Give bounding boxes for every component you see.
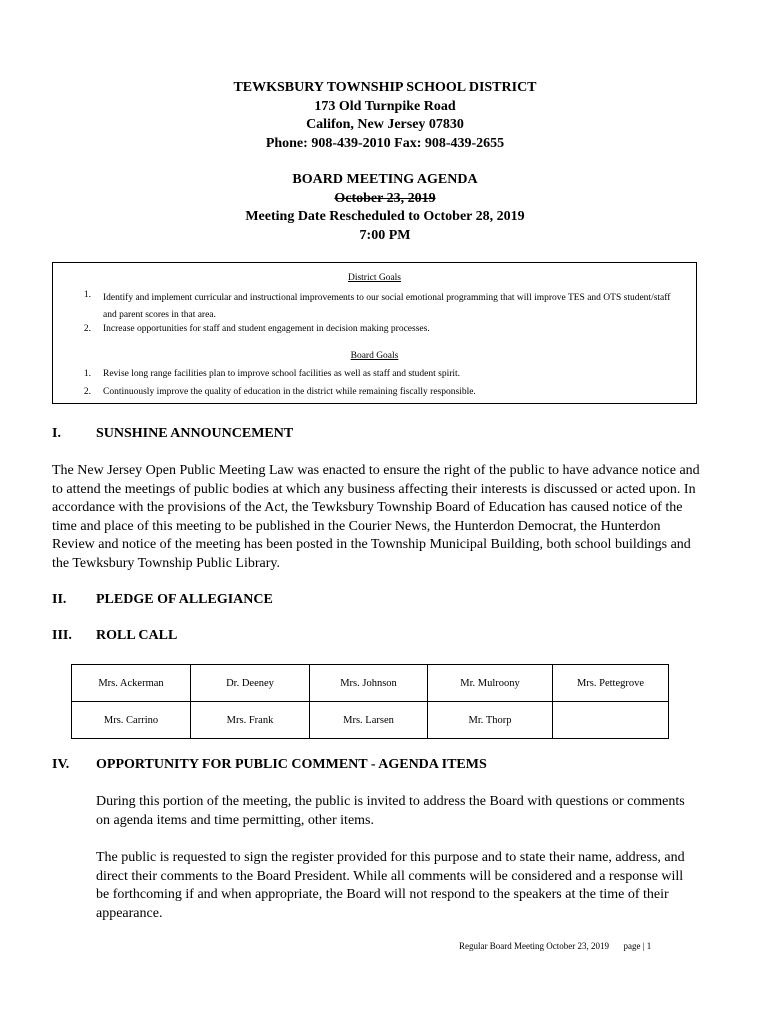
goals-box <box>52 262 697 404</box>
roll-call-table <box>71 664 669 739</box>
roll-cell: Mr. Mulroony <box>428 665 553 702</box>
original-date: October 23, 2019 <box>334 190 436 206</box>
roll-cell: Mrs. Carrino <box>72 702 191 739</box>
district-address: 173 Old Turnpike Road <box>314 98 456 114</box>
section-title: SUNSHINE ANNOUNCEMENT <box>96 426 294 441</box>
public-comment-paragraph-2: The public is requested to sign the register provided for this purpose and to state their name, address, and direct their comments to the Board President. While all comments will be considered and a response will be forthcoming if and when appropriate, the Board will not respond to the speakers at the time of their appearance. <box>96 850 685 921</box>
header-spacer <box>0 153 770 171</box>
section-title: OPPORTUNITY FOR PUBLIC COMMENT - AGENDA ITEMS <box>96 757 487 772</box>
section-title: ROLL CALL <box>96 628 178 643</box>
goal-number: 1. <box>83 369 91 379</box>
goal-number: 1. <box>83 290 91 300</box>
section-number: IV. <box>52 757 70 772</box>
goal-text: Identify and implement curricular and instructional improvements to our social emotional programming that will improve TES and OTS student/staff and parent scores in that area. <box>103 293 671 320</box>
roll-cell: Mrs. Frank <box>191 702 310 739</box>
district-goals-title: District Goals <box>347 273 402 283</box>
section-number: II. <box>52 592 67 607</box>
roll-cell: Mr. Thorp <box>428 702 553 739</box>
goal-number: 2. <box>83 387 91 397</box>
goal-text: Continuously improve the quality of education in the district while remaining fiscally responsible. <box>103 387 476 397</box>
district-city: Califon, New Jersey 07830 <box>306 117 464 132</box>
sunshine-paragraph: The New Jersey Open Public Meeting Law was enacted to ensure the right of the public to have advance notice and to attend the meetings of public bodies at which any business affecting their interests is discussed or acted upon. In accordance with the provisions of the Act, the Tewksbury Township Board of Education has caused notice of the time and place of this meeting to be published in the Courier News, the Hunterdon Democrat, the Hunterdon Review and notice of the meeting has been posted in the Township Municipal Building, both school buildings and the Tewksbury Township Public Library. <box>52 463 700 571</box>
goal-text: Increase opportunities for staff and student engagement in decision making processes. <box>103 324 430 334</box>
roll-cell <box>553 702 669 739</box>
footer-label: Regular Board Meeting October 23, 2019 <box>459 941 609 951</box>
page-number: page | 1 <box>623 941 652 951</box>
roll-cell: Mrs. Pettegrove <box>553 665 669 702</box>
district-phone: Phone: 908-439-2010 Fax: 908-439-2655 <box>265 135 505 151</box>
section-number: I. <box>52 426 61 441</box>
page-footer <box>459 941 651 951</box>
table-row <box>72 665 669 702</box>
rescheduled-date: Meeting Date Rescheduled to October 28, 2019 <box>245 209 525 224</box>
roll-cell: Mrs. Larsen <box>310 702 428 739</box>
district-name: TEWKSBURY TOWNSHIP SCHOOL DISTRICT <box>233 80 537 95</box>
section-number: III. <box>52 628 72 643</box>
table-row <box>72 702 669 739</box>
agenda-title: BOARD MEETING AGENDA <box>292 172 478 187</box>
board-goals-title: Board Goals <box>350 351 399 361</box>
section-title: PLEDGE OF ALLEGIANCE <box>96 592 273 607</box>
goal-number: 2. <box>83 324 91 334</box>
roll-cell: Mrs. Johnson <box>310 665 428 702</box>
meeting-time: 7:00 PM <box>359 227 411 243</box>
goal-text: Revise long range facilities plan to improve school facilities as well as staff and student spirit. <box>103 369 461 379</box>
public-comment-paragraph-1: During this portion of the meeting, the public is invited to address the Board with questions or comments on agenda items and time permitting, other items. <box>96 794 685 828</box>
document-header <box>0 79 770 245</box>
roll-cell: Mrs. Ackerman <box>72 665 191 702</box>
roll-cell: Dr. Deeney <box>191 665 310 702</box>
